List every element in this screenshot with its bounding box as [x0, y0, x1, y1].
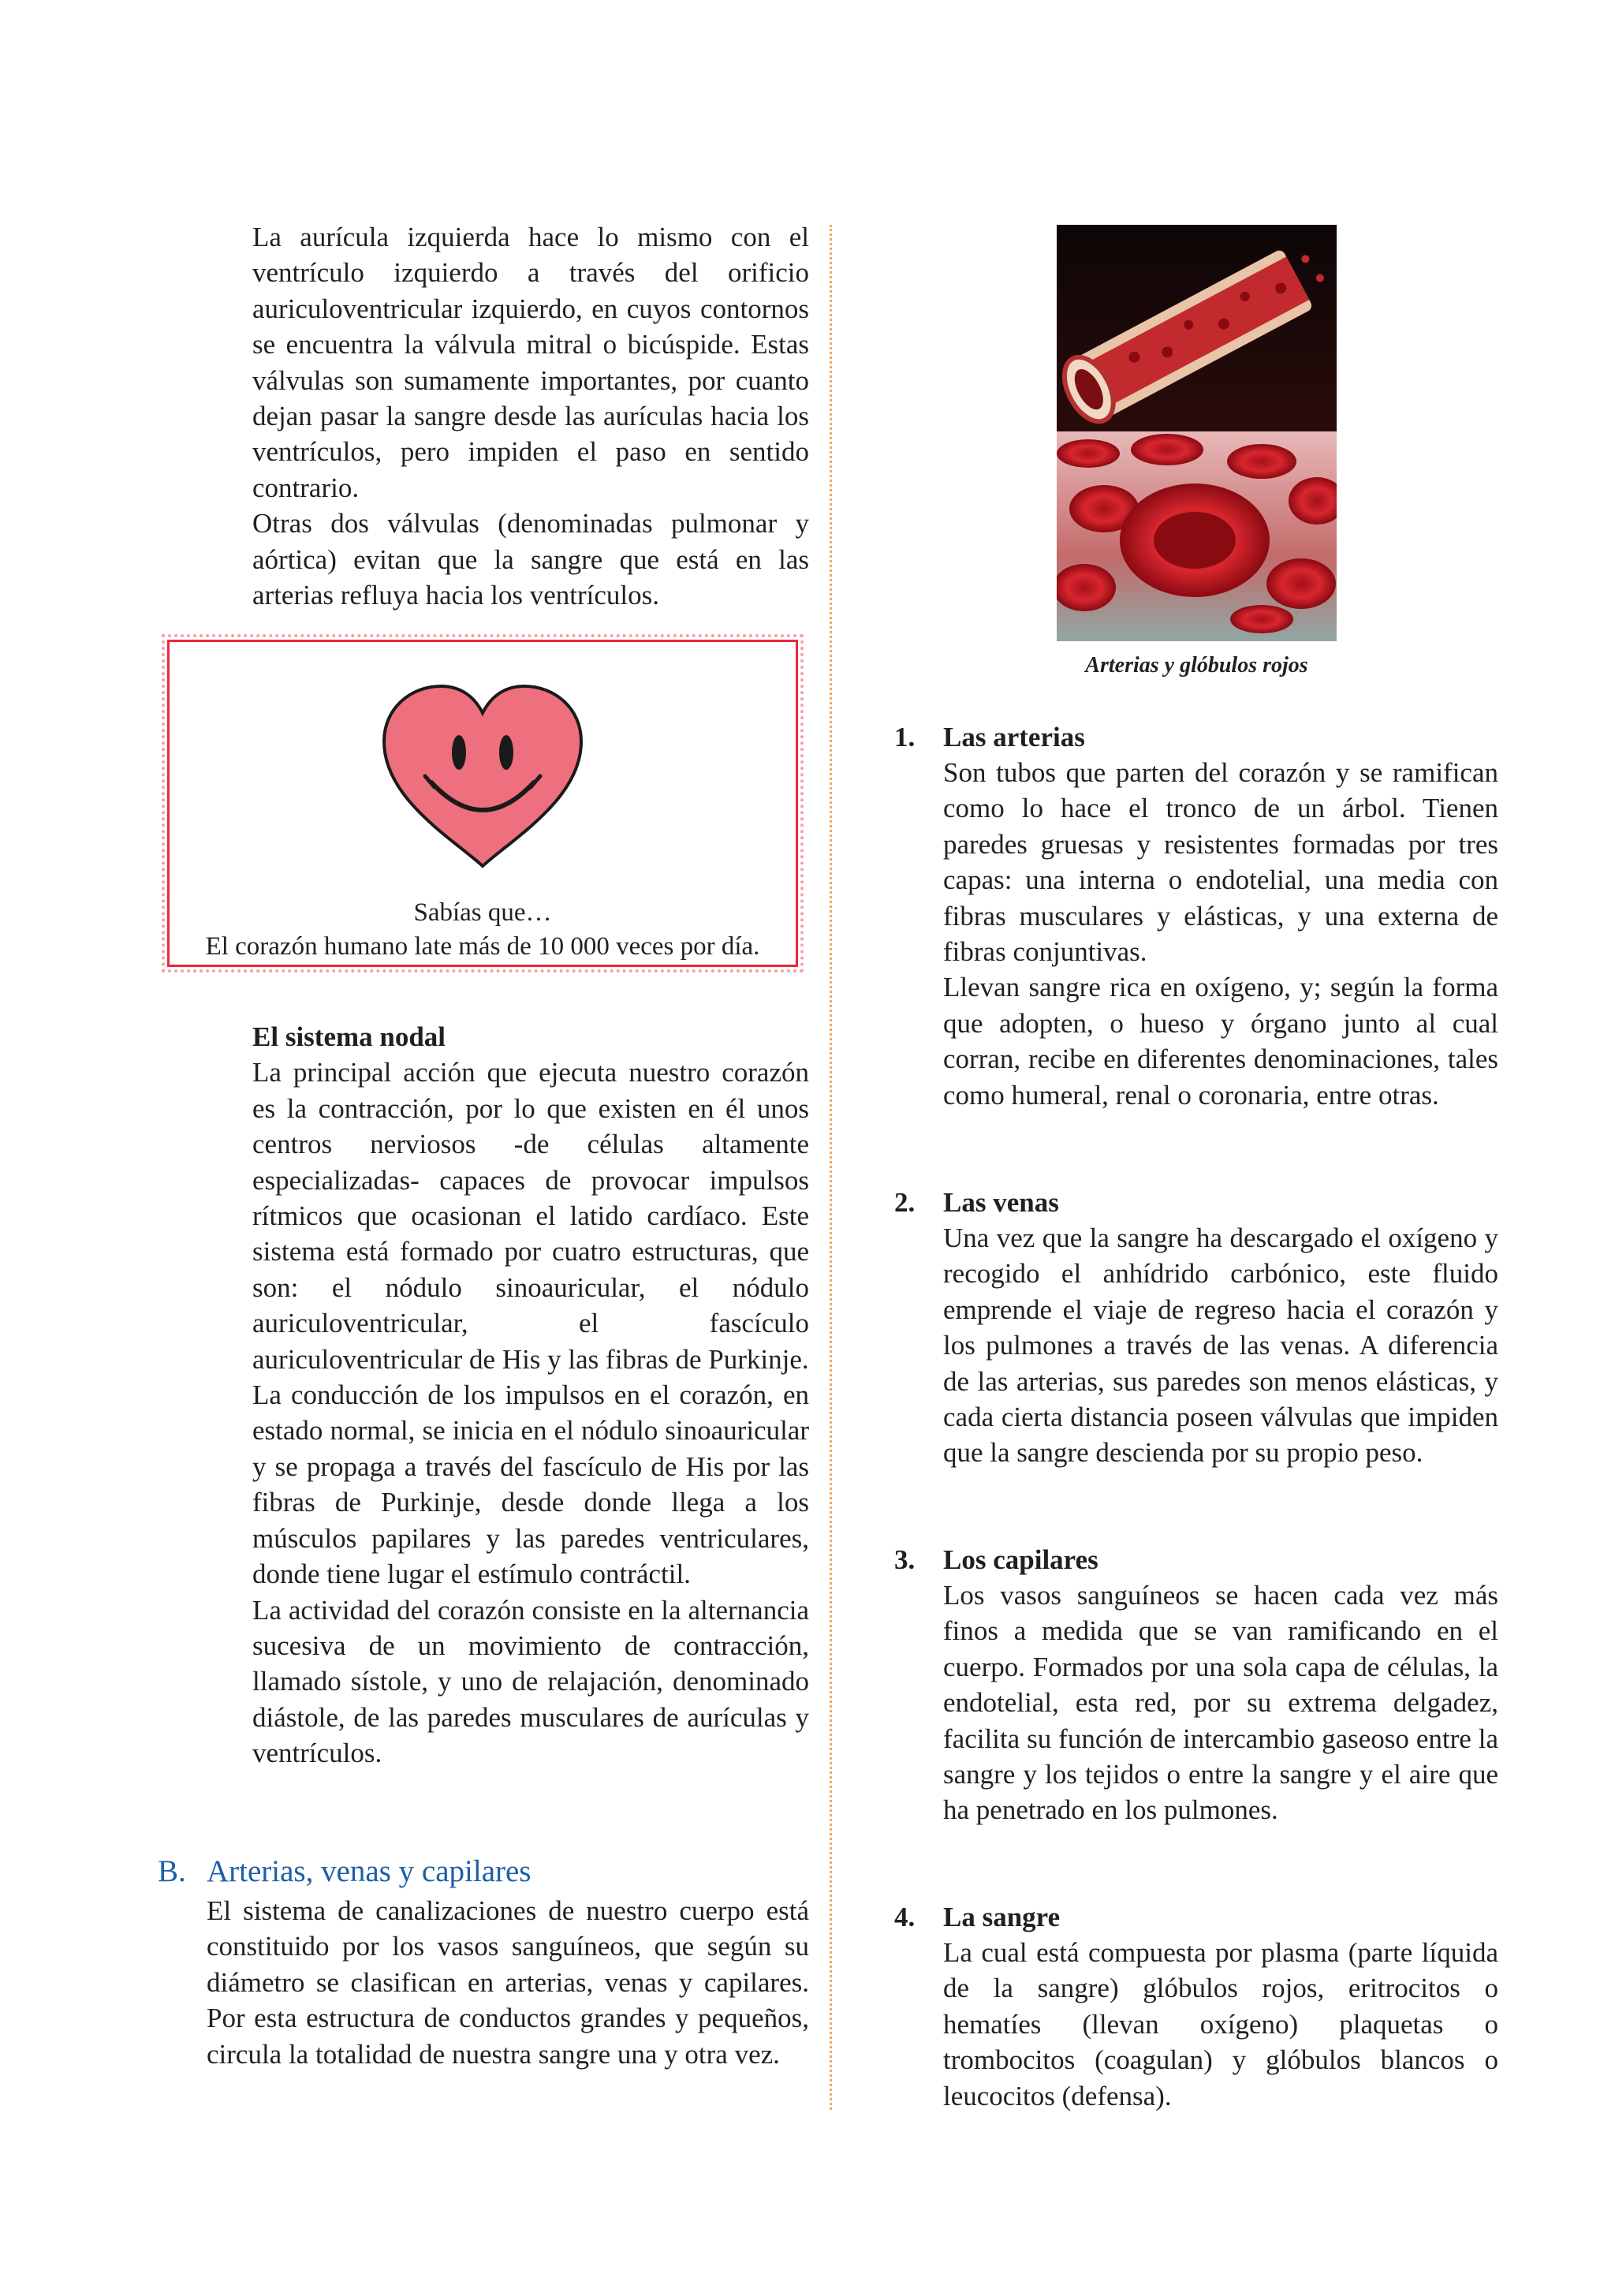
item-number: 4.: [894, 1902, 916, 1932]
item-body: [943, 755, 1498, 1113]
paragraph: La actividad del corazón consiste en la alternancia sucesiva de un movimiento de contracción, llamado sístole, y uno de relajación, denominado diástole, de las paredes musculares de aurículas y ventrículos.: [252, 1594, 809, 1769]
paragraph: La cual está compuesta por plasma (parte líquida de la sangre) glóbulos rojos, eritrocitos o hematíes (llevan oxígeno) plaquetas o trombocitos (coagulan) y glóbulos blancos o leucocitos (defensa).: [943, 1937, 1498, 2111]
item-title: La sangre: [943, 1902, 1061, 1932]
did-you-know-text: El corazón humano late más de 10 000 veces por día.: [205, 932, 760, 961]
column-divider: [830, 225, 832, 2110]
item-title: Los capilares: [943, 1544, 1098, 1575]
paragraph: Llevan sangre rica en oxígeno, y; según la forma que adopten, o hueso y órgano junto al cual corran, recibe en diferentes denominaciones, tales como humeral, renal o coronaria, entre otras.: [943, 972, 1498, 1111]
item-body: [943, 1577, 1498, 1828]
section-b-heading: [158, 1852, 531, 1891]
paragraph: La aurícula izquierda hace lo mismo con el ventrículo izquierdo a través del orificio auriculoventricular izquierdo, en cuyos contornos se encuentra la válvula mitral o bicúspide. Estas válvulas son sumamente importantes, por cuanto dejan pasar la sangre desde las aurículas hacia los ventrículos, pero impiden el paso en sentido contrario.: [252, 222, 809, 503]
item-number: 1.: [894, 722, 916, 752]
paragraph: La principal acción que ejecuta nuestro corazón es la contracción, por lo que existen en él unos centros nerviosos -de células altamente especializadas- capaces de provocar impulsos rítmicos que ocasionan el latido cardíaco. Este sistema está formado por cuatro estructuras, que son: el nódulo sinoauricular, el nódulo auriculoventricular, el fascículo auriculoventricular de His y las fibras de Purkinje.: [252, 1057, 809, 1375]
section-heading: El sistema nodal: [252, 1021, 446, 1052]
nodal-system-section: [252, 1019, 809, 1771]
paragraph: Otras dos válvulas (denominadas pulmonar y aórtica) evitan que la sangre que está en las arterias refluya hacia los ventrículos.: [252, 508, 809, 611]
section-title: Arterias, venas y capilares: [207, 1854, 531, 1888]
paragraph: Son tubos que parten del corazón y se ramifican como lo hace el tronco de un árbol. Tienen paredes gruesas y resistentes formadas por tres capas: una interna o endotelial, una media con fibras musculares y elásticas, y una externa de fibras conjuntivas.: [943, 757, 1498, 968]
intro-text: [252, 219, 809, 613]
did-you-know-title: Sabías que…: [413, 898, 552, 927]
did-you-know-box: [167, 640, 798, 967]
section-b-body: [207, 1893, 809, 2072]
item-number: 3.: [894, 1544, 916, 1575]
item-body: [943, 1935, 1498, 2114]
item-body: [943, 1220, 1498, 1471]
figure-caption: Arterias y glóbulos rojos: [1085, 653, 1308, 678]
arteries-blood-cells-image: [1057, 225, 1337, 641]
paragraph: La conducción de los impulsos en el corazón, en estado normal, se inicia en el nódulo sinoauricular y se propaga a través del fascículo de His por las fibras de Purkinje, desde donde llega a los músculos papilares y las paredes ventriculares, donde tiene lugar el estímulo contráctil.: [252, 1379, 809, 1590]
paragraph: Una vez que la sangre ha descargado el oxígeno y recogido el anhídrido carbónico, este fluido emprende el viaje de regreso hacia el corazón y los pulmones a través de las venas. A diferencia de las arterias, sus paredes son menos elásticas, y cada cierta distancia poseen válvulas que impiden que la sangre descienda por su propio peso.: [943, 1223, 1498, 1469]
paragraph: El sistema de canalizaciones de nuestro cuerpo está constituido por los vasos sanguíneos, que según su diámetro se clasifican en arterias, venas y capilares. Por esta estructura de conductos grandes y pequeños, circula la totalidad de nuestra sangre una y otra vez.: [207, 1895, 809, 2070]
item-number: 2.: [894, 1187, 916, 1218]
paragraph: Los vasos sanguíneos se hacen cada vez más finos a medida que se van ramificando en el cuerpo. Formados por una sola capa de células, la endotelial, esta red, por su extrema delgadez, facilita su función de intercambio gaseoso entre la sangre y los tejidos o entre la sangre y el aire que ha penetrado en los pulmones.: [943, 1580, 1498, 1826]
section-letter: B.: [158, 1854, 186, 1888]
item-title: Las venas: [943, 1187, 1059, 1218]
item-title: Las arterias: [943, 722, 1085, 752]
smiling-heart-icon: [376, 680, 589, 873]
